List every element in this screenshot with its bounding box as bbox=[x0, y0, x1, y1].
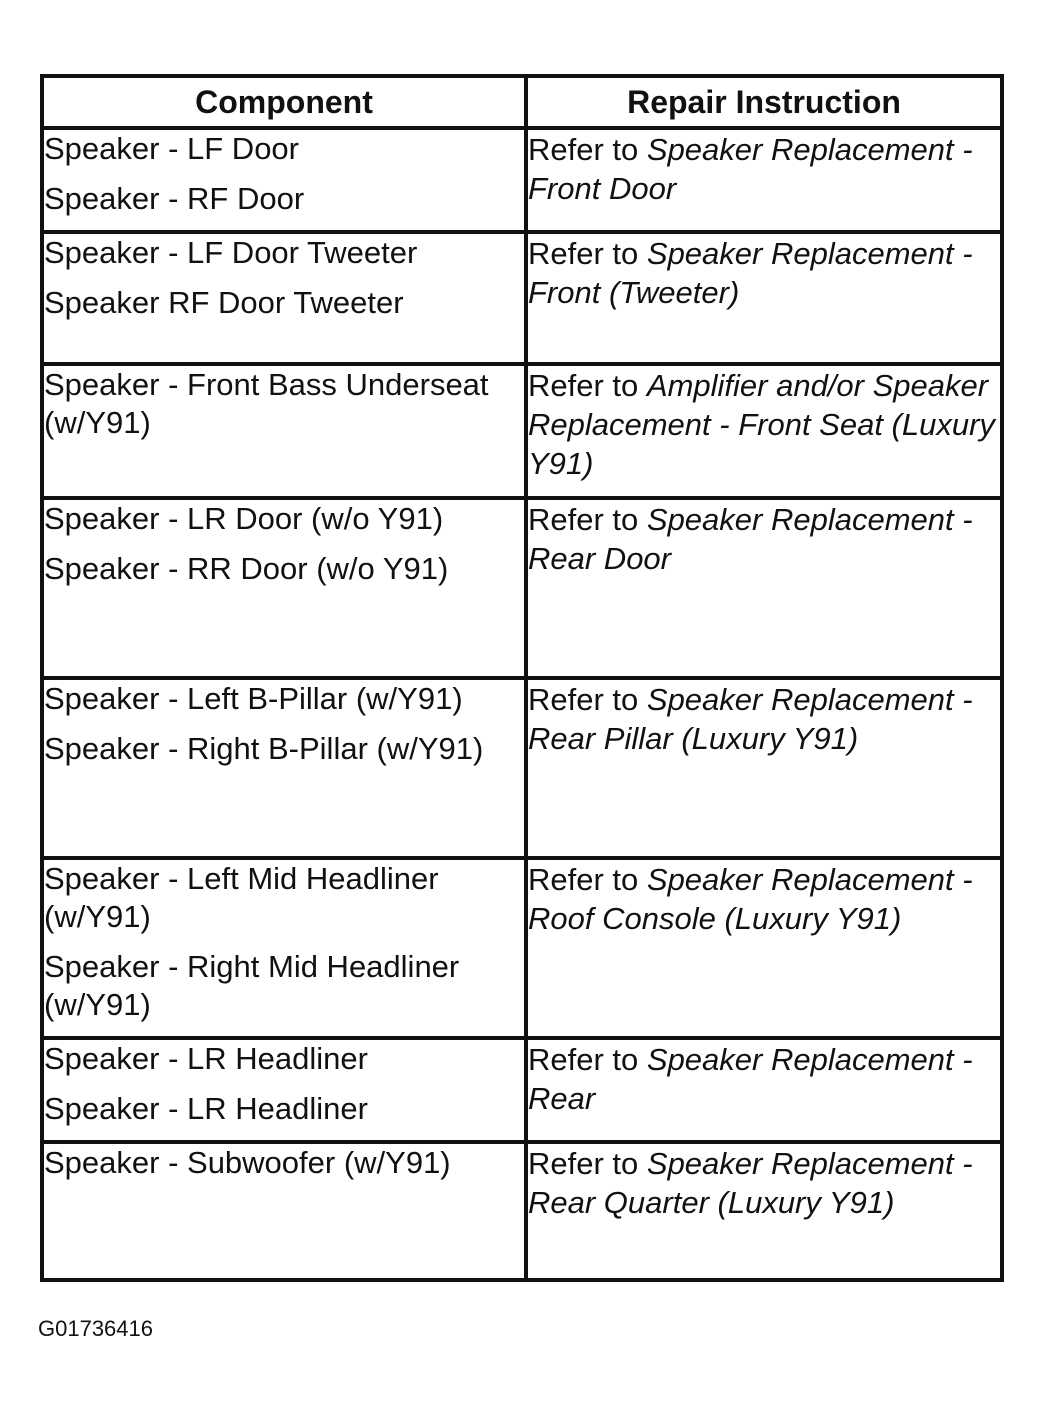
instruction-procedure-title: Speaker Replacement - Rear Door bbox=[528, 502, 973, 576]
instruction-prefix: Refer to bbox=[528, 682, 647, 717]
component-name: Speaker - LF Door bbox=[44, 131, 299, 166]
instruction-procedure-title: Speaker Replacement - Front (Tweeter) bbox=[528, 236, 973, 310]
instruction-cell bbox=[526, 678, 1002, 858]
component-cell bbox=[42, 128, 526, 232]
instruction-cell bbox=[526, 232, 1002, 364]
column-header-repair-instruction: Repair Instruction bbox=[526, 76, 1002, 128]
table-row bbox=[42, 232, 1002, 364]
component-cell bbox=[42, 858, 526, 1038]
component-name: Speaker - Front Bass Underseat (w/Y91) bbox=[44, 367, 489, 440]
instruction-procedure-title: Speaker Replacement - Rear Pillar (Luxury Y91) bbox=[528, 682, 973, 756]
table-row bbox=[42, 678, 1002, 858]
instruction-cell bbox=[526, 364, 1002, 498]
instruction-prefix: Refer to bbox=[528, 862, 647, 897]
table-row bbox=[42, 1038, 1002, 1142]
header-row bbox=[42, 76, 1002, 128]
table-row bbox=[42, 858, 1002, 1038]
component-name: Speaker - Subwoofer (w/Y91) bbox=[44, 1145, 451, 1180]
component-cell bbox=[42, 1142, 526, 1280]
instruction-prefix: Refer to bbox=[528, 1042, 647, 1077]
component-name: Speaker - LR Door (w/o Y91) bbox=[44, 501, 444, 536]
instruction-prefix: Refer to bbox=[528, 132, 647, 167]
column-header-component: Component bbox=[42, 76, 526, 128]
table-row bbox=[42, 1142, 1002, 1280]
component-name: Speaker - LR Headliner bbox=[44, 1041, 368, 1076]
instruction-procedure-title: Speaker Replacement - Rear bbox=[528, 1042, 973, 1116]
component-name: Speaker - RR Door (w/o Y91) bbox=[44, 551, 449, 586]
instruction-cell bbox=[526, 128, 1002, 232]
table-row bbox=[42, 364, 1002, 498]
component-name: Speaker - Left Mid Headliner (w/Y91) bbox=[44, 861, 439, 934]
instruction-cell bbox=[526, 1142, 1002, 1280]
instruction-prefix: Refer to bbox=[528, 1146, 647, 1181]
table-row bbox=[42, 128, 1002, 232]
component-cell bbox=[42, 364, 526, 498]
instruction-prefix: Refer to bbox=[528, 368, 647, 403]
component-name: Speaker - RF Door bbox=[44, 181, 305, 216]
figure-code: G01736416 bbox=[38, 1316, 153, 1341]
instruction-cell bbox=[526, 858, 1002, 1038]
table-row bbox=[42, 498, 1002, 678]
component-name: Speaker - LR Headliner bbox=[44, 1091, 368, 1126]
component-cell bbox=[42, 1038, 526, 1142]
component-name: Speaker - Right B-Pillar (w/Y91) bbox=[44, 731, 484, 766]
component-cell bbox=[42, 498, 526, 678]
component-name: Speaker - LF Door Tweeter bbox=[44, 235, 418, 270]
component-name: Speaker RF Door Tweeter bbox=[44, 285, 404, 320]
instruction-procedure-title: Speaker Replacement - Rear Quarter (Luxury Y91) bbox=[528, 1146, 973, 1220]
instruction-prefix: Refer to bbox=[528, 236, 647, 271]
instruction-cell bbox=[526, 498, 1002, 678]
repair-table bbox=[40, 74, 1004, 1282]
instruction-procedure-title: Amplifier and/or Speaker Replacement - Front Seat (Luxury Y91) bbox=[528, 368, 995, 481]
instruction-procedure-title: Speaker Replacement - Front Door bbox=[528, 132, 973, 206]
instruction-prefix: Refer to bbox=[528, 502, 647, 537]
component-cell bbox=[42, 678, 526, 858]
component-name: Speaker - Right Mid Headliner (w/Y91) bbox=[44, 949, 460, 1022]
instruction-procedure-title: Speaker Replacement - Roof Console (Luxury Y91) bbox=[528, 862, 973, 936]
component-cell bbox=[42, 232, 526, 364]
component-name: Speaker - Left B-Pillar (w/Y91) bbox=[44, 681, 463, 716]
instruction-cell bbox=[526, 1038, 1002, 1142]
